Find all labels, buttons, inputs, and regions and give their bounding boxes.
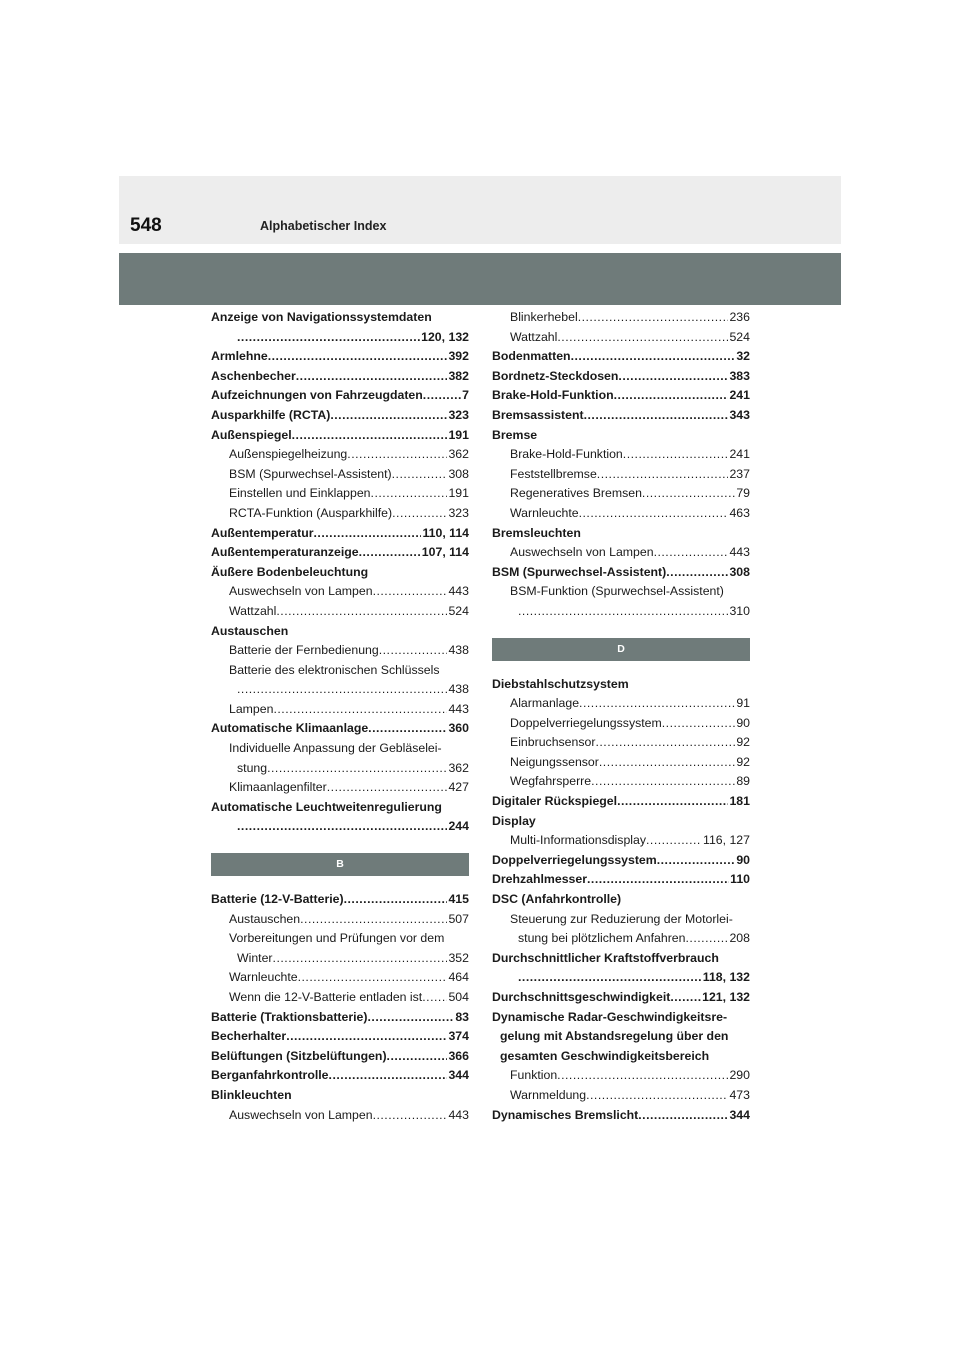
- dot-leader: [586, 1086, 728, 1106]
- dot-leader: [557, 1066, 728, 1086]
- index-entry: [211, 1047, 469, 1067]
- entry-term: Auswechseln von Lampen: [510, 545, 654, 560]
- index-entry: [211, 406, 469, 426]
- entry-term: Außenspiegel: [211, 427, 292, 442]
- dot-leader: [638, 1106, 728, 1126]
- page-ref: 463: [729, 505, 750, 520]
- index-entry: [492, 445, 750, 465]
- index-entry: [211, 641, 469, 661]
- dot-leader: [268, 347, 448, 367]
- dot-leader: [327, 778, 448, 798]
- entry-term: Einstellen und Einklappen: [229, 486, 371, 501]
- entry-term: Batterie (12-V-Batterie): [211, 892, 344, 907]
- page-ref: 352: [448, 950, 469, 965]
- index-entry: [211, 328, 469, 348]
- index-heading-continued: gesamten Geschwindigkeitsbereich: [500, 1048, 710, 1063]
- index-entry: [492, 870, 750, 890]
- entry-term: Digitaler Rückspiegel: [492, 794, 618, 809]
- index-heading: Bremsleuchten: [492, 525, 581, 540]
- index-entry: [211, 1027, 469, 1047]
- dot-leader: [642, 484, 735, 504]
- index-entry: [492, 602, 750, 622]
- index-entry: [492, 714, 750, 734]
- entry-term: Brake-Hold-Funktion: [510, 447, 623, 462]
- entry-term: Blinkerhebel: [510, 310, 578, 324]
- dot-leader: [646, 831, 702, 851]
- dot-leader: [518, 602, 728, 622]
- dot-leader: [657, 851, 736, 871]
- page-ref: 110: [730, 872, 750, 887]
- entry-term: Durchschnittsgeschwindigkeit: [492, 990, 671, 1004]
- entry-term: Bodenmatten: [492, 349, 571, 364]
- entry-term: Außentemperatur: [211, 525, 314, 540]
- index-heading: Display: [492, 813, 536, 828]
- page-ref: 323: [448, 505, 469, 520]
- page-ref: 191: [448, 427, 469, 442]
- page-ref: 504: [448, 990, 469, 1004]
- index-entry: [211, 910, 469, 930]
- dot-leader: [597, 465, 729, 485]
- page-ref: 343: [729, 407, 750, 422]
- index-entry: [211, 582, 469, 602]
- page-ref: 524: [448, 603, 469, 618]
- dot-leader: [371, 484, 448, 504]
- page-ref: 308: [448, 466, 469, 481]
- page-title: Alphabetischer Index: [260, 219, 387, 233]
- page-ref: 362: [448, 760, 469, 775]
- index-entry: [211, 602, 469, 622]
- entry-term: stung bei plötzlichem Anfahren: [518, 931, 686, 946]
- page-ref: 383: [729, 368, 750, 383]
- dot-leader: [276, 602, 447, 622]
- page-ref: 90: [736, 715, 750, 730]
- page-ref: 241: [729, 447, 750, 462]
- index-entry: [211, 1008, 469, 1028]
- dot-leader: [373, 582, 448, 602]
- page-ref: 310: [729, 603, 750, 618]
- index-entry: [492, 484, 750, 504]
- page-ref: 181: [729, 794, 750, 809]
- dot-leader: [237, 328, 420, 348]
- dot-leader: [292, 426, 448, 446]
- index-entry: [211, 1066, 469, 1086]
- entry-term: Bordnetz-Steckdosen: [492, 368, 619, 383]
- dot-leader: [618, 367, 728, 387]
- index-entry: [492, 1086, 750, 1106]
- page-ref: 443: [448, 584, 469, 599]
- page-ref: 392: [448, 349, 469, 364]
- index-entry: [211, 778, 469, 798]
- entry-term: Funktion: [510, 1068, 558, 1083]
- entry-term: BSM (Spurwechsel-Assistent): [492, 564, 667, 579]
- dot-leader: [379, 641, 448, 661]
- page-ref: 118, 132: [702, 970, 750, 985]
- dot-leader: [578, 308, 729, 328]
- header-bar: [119, 253, 841, 305]
- dot-leader: [373, 1106, 448, 1126]
- index-entry: [211, 949, 469, 969]
- index-heading-continued: gelung mit Abstandsregelung über den: [500, 1029, 729, 1044]
- index-entry: [211, 759, 469, 779]
- dot-leader: [662, 714, 736, 734]
- header-band: [119, 176, 841, 244]
- page-ref: 443: [729, 545, 750, 560]
- index-column-right: [492, 308, 750, 1125]
- page-ref: 7: [462, 388, 469, 403]
- index-entry: [211, 504, 469, 524]
- index-entry: [492, 694, 750, 714]
- page-ref: 438: [448, 643, 469, 658]
- entry-term: Doppelverriegelungssystem: [510, 715, 662, 730]
- index-entry: [211, 968, 469, 988]
- dot-leader: [584, 406, 729, 426]
- entry-term: Auswechseln von Lampen: [229, 1107, 373, 1122]
- page-ref: 366: [448, 1048, 469, 1063]
- dot-leader: [422, 988, 447, 1008]
- dot-leader: [330, 406, 447, 426]
- index-entry: [492, 504, 750, 524]
- dot-leader: [579, 694, 735, 714]
- index-entry: [492, 772, 750, 792]
- entry-term: Multi-Informationsdisplay: [510, 833, 646, 848]
- entry-term: Batterie der Fernbedienung: [229, 643, 379, 658]
- dot-leader: [685, 929, 728, 949]
- page-ref: 121, 132: [702, 990, 750, 1004]
- page-ref: 116, 127: [703, 833, 750, 848]
- dot-leader: [392, 465, 448, 485]
- entry-term: Feststellbremse: [510, 466, 597, 481]
- page-ref: 107, 114: [421, 545, 469, 560]
- page-ref: 236: [729, 310, 750, 324]
- dot-leader: [666, 563, 728, 583]
- entry-term: Brake-Hold-Funktion: [492, 388, 614, 403]
- entry-term: Warnleuchte: [510, 505, 579, 520]
- index-subheading: Steuerung zur Reduzierung der Motorlei-: [510, 911, 733, 926]
- dot-leader: [579, 504, 729, 524]
- entry-term: Dynamisches Bremslicht: [492, 1107, 639, 1122]
- dot-leader: [273, 700, 447, 720]
- entry-term: Aschenbecher: [211, 368, 296, 383]
- index-subheading: Vorbereitungen und Prüfungen vor dem: [229, 931, 445, 946]
- index-heading: Diebstahlschutzsystem: [492, 676, 629, 691]
- entry-term: Auswechseln von Lampen: [229, 584, 373, 599]
- entry-term: Winter: [237, 950, 273, 965]
- index-entry: [211, 367, 469, 387]
- dot-leader: [392, 504, 447, 524]
- page-ref: 120, 132: [421, 329, 469, 344]
- page-ref: 323: [448, 407, 469, 422]
- entry-term: Becherhalter: [211, 1029, 287, 1044]
- page-ref: 110, 114: [422, 525, 469, 540]
- index-entry: [492, 792, 750, 812]
- index-entry: [492, 347, 750, 367]
- page-ref: 443: [448, 1107, 469, 1122]
- page-ref: 92: [736, 735, 750, 750]
- index-entry: [492, 988, 750, 1008]
- entry-term: Wattzahl: [510, 329, 558, 344]
- index-entry: [211, 543, 469, 563]
- page-ref: 92: [736, 754, 750, 769]
- entry-term: stung: [237, 760, 268, 775]
- index-entry: [211, 524, 469, 544]
- index-entry: [492, 1106, 750, 1126]
- section-letter: D: [492, 638, 750, 661]
- entry-term: Regeneratives Bremsen: [510, 486, 642, 501]
- entry-term: Neigungssensor: [510, 754, 599, 769]
- dot-leader: [237, 817, 447, 837]
- entry-term: Lampen: [229, 701, 274, 716]
- entry-term: Klimaanlagenfilter: [229, 780, 327, 795]
- index-heading: Anzeige von Navigationssystemdaten: [211, 310, 432, 324]
- dot-leader: [617, 792, 728, 812]
- dot-leader: [595, 733, 735, 753]
- index-entry: [211, 680, 469, 700]
- entry-term: Warnleuchte: [229, 970, 298, 985]
- dot-leader: [587, 870, 729, 890]
- index-entry: [492, 831, 750, 851]
- dot-leader: [654, 543, 729, 563]
- page-ref: 208: [729, 931, 750, 946]
- entry-term: Aufzeichnungen von Fahrzeugdaten: [211, 388, 423, 403]
- index-heading: Austauschen: [211, 623, 289, 638]
- index-entry: [211, 484, 469, 504]
- entry-term: Außentemperaturanzeige: [211, 545, 359, 560]
- index-entry: [492, 968, 750, 988]
- index-entry: [492, 386, 750, 406]
- entry-term: Ausparkhilfe (RCTA): [211, 407, 331, 422]
- page-ref: 91: [736, 696, 750, 711]
- dot-leader: [368, 719, 447, 739]
- page-ref: 415: [448, 892, 469, 907]
- index-entry: [211, 347, 469, 367]
- index-entry: [211, 817, 469, 837]
- index-heading: Bremse: [492, 427, 538, 442]
- index-entry: [211, 700, 469, 720]
- dot-leader: [518, 968, 702, 988]
- entry-term: Belüftungen (Sitzbelüftungen): [211, 1048, 387, 1063]
- index-subheading: Individuelle Anpassung der Gebläselei-: [229, 741, 442, 756]
- page-number: 548: [130, 215, 162, 236]
- page-ref: 360: [448, 721, 469, 736]
- dot-leader: [614, 386, 729, 406]
- index-entry: [211, 719, 469, 739]
- index-column-left: [211, 308, 469, 1125]
- page-ref: 241: [729, 388, 750, 403]
- index-entry: [492, 929, 750, 949]
- entry-term: Alarmanlage: [510, 696, 580, 711]
- dot-leader: [368, 1008, 455, 1028]
- page-ref: 308: [729, 564, 750, 579]
- dot-leader: [344, 890, 448, 910]
- index-entry: [211, 1106, 469, 1126]
- dot-leader: [347, 445, 447, 465]
- index-entry: [492, 328, 750, 348]
- entry-term: Doppelverriegelungssystem: [492, 852, 657, 867]
- index-heading: Dynamische Radar-Geschwindigkeitsre-: [492, 1009, 728, 1024]
- dot-leader: [557, 328, 728, 348]
- entry-term: RCTA-Funktion (Ausparkhilfe): [229, 505, 393, 520]
- page-ref: 244: [448, 819, 469, 834]
- page-ref: 362: [448, 447, 469, 462]
- entry-term: Armlehne: [211, 349, 268, 364]
- dot-leader: [329, 1066, 448, 1086]
- index-entry: [211, 426, 469, 446]
- section-letter: B: [211, 853, 469, 876]
- page-ref: 524: [729, 329, 750, 344]
- entry-term: BSM (Spurwechsel-Assistent): [229, 466, 392, 481]
- dot-leader: [296, 367, 448, 387]
- index-heading: Automatische Leuchtweitenregulierung: [211, 799, 442, 814]
- index-entry: [211, 445, 469, 465]
- index-entry: [211, 988, 469, 1008]
- index-entry: [492, 753, 750, 773]
- dot-leader: [571, 347, 736, 367]
- dot-leader: [286, 1027, 447, 1047]
- index-entry: [492, 851, 750, 871]
- index-heading: Durchschnittlicher Kraftstoffverbrauch: [492, 950, 719, 965]
- page-ref: 427: [448, 780, 469, 795]
- dot-leader: [623, 445, 729, 465]
- dot-leader: [273, 949, 448, 969]
- entry-term: Außenspiegelheizung: [229, 447, 348, 462]
- entry-term: Einbruchsensor: [510, 735, 596, 750]
- entry-term: Warnmeldung: [510, 1087, 587, 1102]
- page-ref: 191: [448, 486, 469, 501]
- page-ref: 473: [729, 1087, 750, 1102]
- dot-leader: [670, 988, 701, 1008]
- page-ref: 90: [736, 852, 750, 867]
- page-ref: 438: [448, 682, 469, 697]
- page-ref: 290: [729, 1068, 750, 1083]
- page-ref: 374: [448, 1029, 469, 1044]
- index-heading: Äußere Bodenbeleuchtung: [211, 564, 369, 579]
- entry-term: Wenn die 12-V-Batterie entladen ist: [229, 990, 423, 1004]
- dot-leader: [267, 759, 447, 779]
- index-entry: [492, 1066, 750, 1086]
- index-entry: [492, 367, 750, 387]
- entry-term: Batterie (Traktionsbatterie): [211, 1009, 368, 1024]
- entry-term: Wegfahrsperre: [510, 774, 592, 789]
- page-ref: 237: [729, 466, 750, 481]
- entry-term: Berganfahrkontrolle: [211, 1068, 329, 1083]
- index-entry: [492, 465, 750, 485]
- index-subheading: Batterie des elektronischen Schlüssels: [229, 662, 440, 677]
- dot-leader: [359, 543, 421, 563]
- page-ref: 79: [736, 486, 750, 501]
- page-ref: 344: [729, 1107, 750, 1122]
- index-entry: [492, 563, 750, 583]
- index-entry: [211, 465, 469, 485]
- index-entry: [211, 890, 469, 910]
- entry-term: Bremsassistent: [492, 407, 584, 422]
- dot-leader: [314, 524, 422, 544]
- dot-leader: [591, 772, 735, 792]
- page-ref: 83: [455, 1009, 469, 1024]
- entry-term: Austauschen: [229, 911, 301, 926]
- index-entry: [492, 406, 750, 426]
- page-ref: 382: [448, 368, 469, 383]
- index-entry: [492, 308, 750, 328]
- page-ref: 32: [736, 349, 750, 364]
- index-subheading: BSM-Funktion (Spurwechsel-Assistent): [510, 584, 724, 599]
- index-entry: [211, 386, 469, 406]
- dot-leader: [298, 968, 448, 988]
- dot-leader: [599, 753, 735, 773]
- dot-leader: [300, 910, 447, 930]
- index-heading: Blinkleuchten: [211, 1087, 292, 1102]
- dot-leader: [423, 386, 461, 406]
- index-heading: DSC (Anfahrkontrolle): [492, 892, 622, 907]
- entry-term: Wattzahl: [229, 603, 277, 618]
- index-entry: [492, 733, 750, 753]
- page-ref: 89: [736, 774, 750, 789]
- index-entry: [492, 543, 750, 563]
- page-ref: 344: [448, 1068, 469, 1083]
- page-ref: 507: [448, 911, 469, 926]
- entry-term: Drehzahlmesser: [492, 872, 588, 887]
- page-ref: 443: [448, 701, 469, 716]
- dot-leader: [237, 680, 447, 700]
- page-ref: 464: [448, 970, 469, 985]
- dot-leader: [387, 1047, 448, 1067]
- entry-term: Automatische Klimaanlage: [211, 721, 369, 736]
